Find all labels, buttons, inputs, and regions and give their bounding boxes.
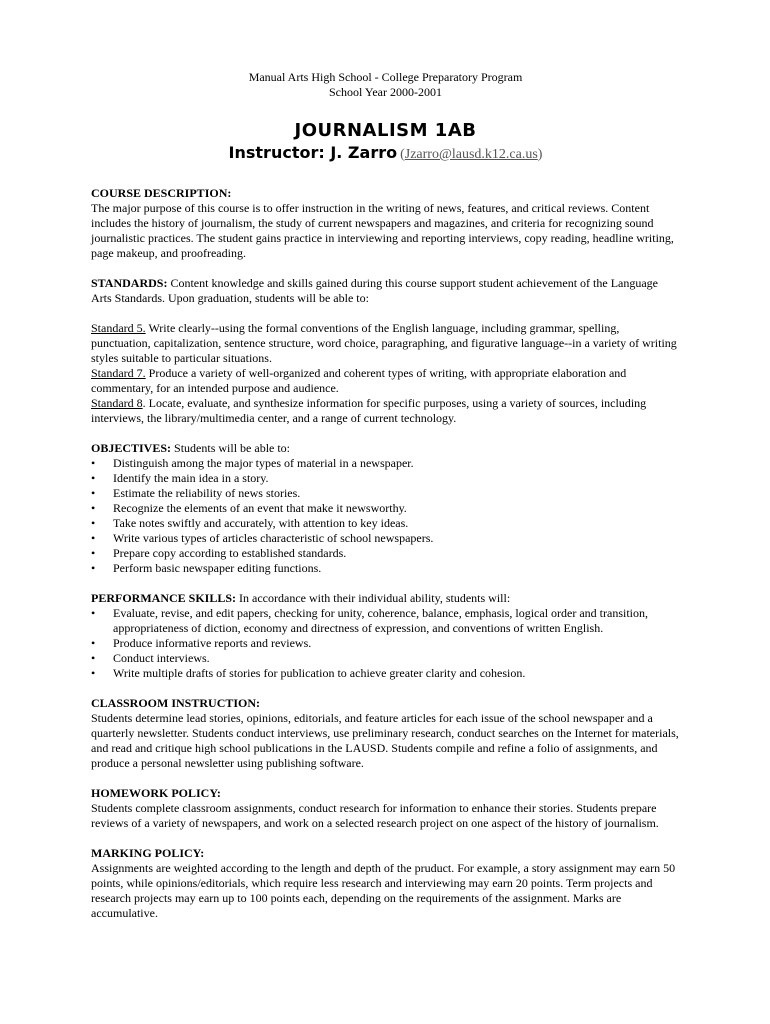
standards-intro-text: Content knowledge and skills gained during this course support student achievement of the Language Arts Standards. Upon graduation, students will be able to: [91, 276, 659, 305]
marking-policy-section [91, 846, 680, 921]
objectives-list [91, 456, 680, 576]
marking-policy-text: Assignments are weighted according to the length and depth of the pruduct. For example, a story assignment may earn 50 points, while opinions/editorials, which require less research and interviewing may earn 20 points. Term projects and research projects may earn up to 100 points each, depending on the requirements of the assignment. Marks are accumulative. [91, 861, 676, 920]
standard-item [91, 366, 680, 396]
school-header [91, 70, 680, 100]
objectives-intro-text: Students will be able to: [171, 441, 291, 455]
instructor-name: Instructor: J. Zarro [228, 143, 398, 162]
performance-skills-heading: PERFORMANCE SKILLS: [91, 591, 237, 605]
list-item: • Write multiple drafts of stories for publication to achieve greater clarity and cohesion. [91, 666, 680, 681]
list-item: • Write various types of articles characteristic of school newspapers. [91, 531, 680, 546]
performance-skills-section [91, 591, 680, 681]
standard-label: Standard 8 [91, 396, 143, 410]
email-close-paren: ) [537, 147, 543, 162]
standard-item [91, 321, 680, 366]
course-description-text: The major purpose of this course is to offer instruction in the writing of news, features, and critical reviews. Content includes the history of journalism, the study of current newspapers and magazines, and criteria for recognizing sound journalistic practices. The student gains practice in interviewing and reporting interviews, copy reading, headline writing, page makeup, and proofreading. [91, 201, 674, 260]
objectives-heading: OBJECTIVES: [91, 441, 172, 455]
performance-skills-intro-text: In accordance with their individual ability, students will: [236, 591, 511, 605]
course-description-section [91, 186, 680, 261]
list-item: • Prepare copy according to established standards. [91, 546, 680, 561]
email-link[interactable]: Jzarro@lausd.k12.ca.us [404, 147, 538, 162]
standards-list [91, 321, 680, 426]
standard-label: Standard 5. [91, 321, 146, 335]
standard-text: . Locate, evaluate, and synthesize information for specific purposes, using a variety of sources, including interviews, the library/multimedia center, and a range of current technology. [91, 396, 647, 425]
list-item: • Take notes swiftly and accurately, with attention to key ideas. [91, 516, 680, 531]
course-title: JOURNALISM 1AB [294, 120, 477, 141]
list-item: • Identify the main idea in a story. [91, 471, 680, 486]
list-item: • Distinguish among the major types of material in a newspaper. [91, 456, 680, 471]
title-block [91, 120, 680, 166]
list-item: • Conduct interviews. [91, 651, 680, 666]
course-description-heading: COURSE DESCRIPTION: [91, 186, 232, 200]
homework-policy-text: Students complete classroom assignments, conduct research for information to enhance their stories. Students prepare reviews of a variety of newspapers, and work on a selected research project on one aspect of the history of journalism. [91, 801, 659, 830]
list-item: • Evaluate, revise, and edit papers, checking for unity, coherence, balance, emphasis, logical order and transition, appropriateness of diction, economy and directness of expression, and conventions of written English. [91, 606, 680, 636]
email-wrapper [400, 147, 542, 162]
standard-item [91, 396, 680, 426]
marking-policy-heading: MARKING POLICY: [91, 846, 205, 860]
standard-text: Write clearly--using the formal conventions of the English language, including grammar, spelling, punctuation, capitalization, sentence structure, word choice, paragraphing, and figurative language--in a variety of writing styles suitable to particular situations. [91, 321, 677, 365]
classroom-instruction-text: Students determine lead stories, opinions, editorials, and feature articles for each issue of the school newspaper and a quarterly newsletter. Students conduct interviews, use preliminary research, conduct searches on the Internet for materials, and read and critique high school publications in the LAUSD. Students compile and refine a folio of assignments, and produce a personal newsletter using publishing software. [91, 711, 679, 770]
list-item: • Produce informative reports and reviews. [91, 636, 680, 651]
standards-intro-paragraph [91, 276, 680, 306]
instructor-line [91, 142, 680, 166]
homework-policy-heading: HOMEWORK POLICY: [91, 786, 221, 800]
objectives-section [91, 441, 680, 576]
email-open-paren: ( [400, 147, 405, 162]
classroom-instruction-section [91, 696, 680, 771]
standards-section [91, 276, 680, 306]
performance-skills-list [91, 606, 680, 681]
school-line: Manual Arts High School - College Preparatory Program [248, 70, 523, 84]
objectives-intro [91, 441, 680, 456]
school-year-line: School Year 2000-2001 [329, 85, 442, 99]
classroom-instruction-heading: CLASSROOM INSTRUCTION: [91, 696, 261, 710]
standards-heading: STANDARDS: [91, 276, 168, 290]
homework-policy-section [91, 786, 680, 831]
performance-skills-intro [91, 591, 680, 606]
list-item: • Recognize the elements of an event that make it newsworthy. [91, 501, 680, 516]
standard-label: Standard 7. [91, 366, 146, 380]
list-item: • Estimate the reliability of news stories. [91, 486, 680, 501]
list-item: • Perform basic newspaper editing functions. [91, 561, 680, 576]
standard-text: Produce a variety of well-organized and coherent types of writing, with appropriate elaboration and commentary, for an intended purpose and audience. [91, 366, 627, 395]
